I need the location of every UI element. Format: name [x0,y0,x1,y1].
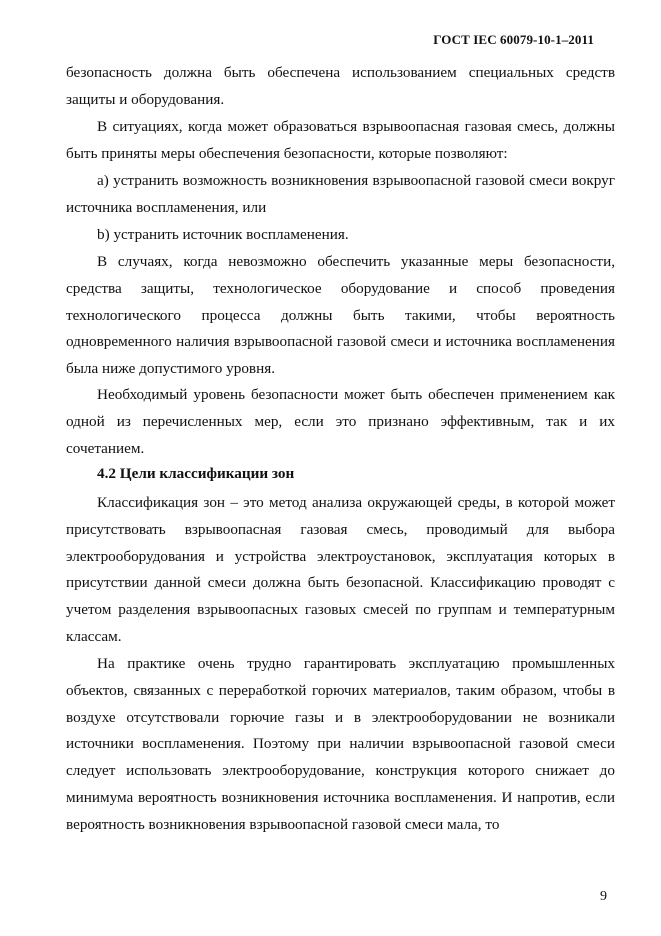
list-item-b: b) устранить источник воспламенения. [97,226,349,243]
document-header: ГОСТ IEC 60079-10-1–2011 [433,32,594,47]
list-item-a: a) устранить возможность возникновения взрывоопасной газовой смеси вокруг источника воспламенения, или [66,172,615,216]
section-heading: 4.2 Цели классификации зон [97,465,295,482]
paragraph-safety-continuation: безопасность должна быть обеспечена использованием специальных средств защиты и оборудования. [66,64,615,108]
paragraph-practice: На практике очень трудно гарантировать эксплуатацию промышленных объектов, связанных с переработкой горючих материалов, таким образом, чтобы в воздухе отсутствовали горючие газы и в электрооборудовании не возникали источники воспламенения. Поэтому при наличии взрывоопасной газовой смеси следует использовать электрооборудование, конструкция которого снижает до минимума вероятность возникновения источника воспламенения. И напротив, если вероятность возникновения взрывоопасной газовой смеси мала, то [66,655,615,833]
paragraph-safety-level: Необходимый уровень безопасности может быть обеспечен применением как одной из перечисленных мер, если это признано эффективным, так и их сочетанием. [66,386,615,457]
paragraph-probability: В случаях, когда невозможно обеспечить указанные меры безопасности, средства защиты, технологическое оборудование и способ проведения технологического процесса должны быть такими, чтобы вероятность одновременного наличия взрывоопасной газовой смеси и источника воспламенения была ниже допустимого уровня. [66,253,615,378]
paragraph-zone-classification: Классификация зон – это метод анализа окружающей среды, в которой может присутствовать взрывоопасная газовая смесь, проводимый для выбора электрооборудования и устройства электроустановок, эксплуатация которых в присутствии данной смеси должна быть безопасной. Классификацию проводят с учетом разделения взрывоопасных газовых смесей по группам и температурным классам. [66,494,615,645]
paragraph-safety-measures: В ситуациях, когда может образоваться взрывоопасная газовая смесь, должны быть приняты меры обеспечения безопасности, которые позволяют: [66,118,615,162]
page-number: 9 [600,889,607,904]
